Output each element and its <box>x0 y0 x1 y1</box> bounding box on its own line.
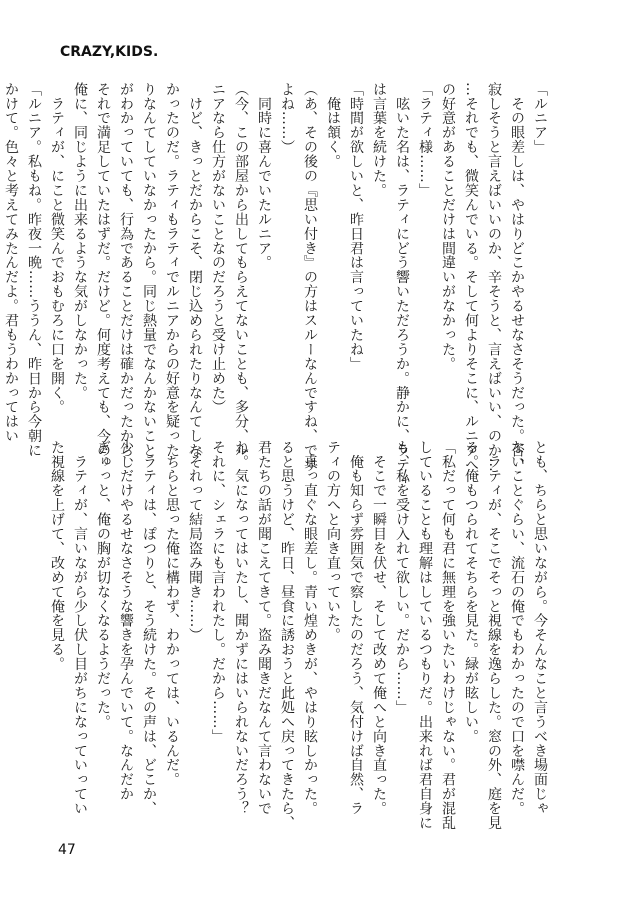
text-line: ラティが、言いながら少し伏し目がちになっていってい <box>72 440 88 816</box>
text-line: その眼差しは、やはりどこかやるせなさそうだった。否、 <box>509 82 525 473</box>
text-line: 俺に、同じように出来るような気がしなかった。 <box>72 82 88 400</box>
text-line: の好意があることだけは間違いがなかった。 <box>440 82 456 371</box>
text-line: かけて。色々と考えてみたんだよ。君もうわかってはい <box>3 82 19 444</box>
text-line: ないことぐらい、流石の俺でもわかったので口を噤んだ。 <box>509 440 525 816</box>
text-line: 寂しそうと言えばいいのか、辛そうと、言えばいい、のか… <box>486 82 502 473</box>
text-line: していることも理解はしているつもりだ。出来れば君自身に <box>417 440 433 831</box>
text-line: ラティが、にこと微笑んでおもむろに口を開く。 <box>49 82 65 415</box>
text-line: （今、この部屋から出してもらえてないことも、多分、ル <box>233 82 249 458</box>
text-line: は言葉を続けた。 <box>371 82 387 198</box>
text-line: ラティが、そこでそっと視線を逸らした。窓の外、庭を見 <box>486 440 502 831</box>
page-number: 47 <box>58 842 76 858</box>
text-line: ちらと思った俺に構わず、わかっては、いるんだ。 <box>164 440 180 787</box>
text-line: る。俺もつられてそちらを見た。緑が眩しい。 <box>463 440 479 744</box>
text-line: 「私だって何も君に無理を強いたいわけじゃない。君が混乱 <box>440 440 456 831</box>
text-line: …それでも、微笑んでいる。そして何よりそこに、ルニアへ <box>463 82 479 473</box>
lower-text-block <box>49 440 551 831</box>
text-line: がわかっていても、行為であることだけは確かだったから、 <box>118 82 134 473</box>
text-line: 俺も知らず雰囲気で察したのだろう、気付けば自然、ラ <box>348 440 364 816</box>
text-line: それで満足していたはずだ。だけど。何度考えても、今の <box>95 82 111 458</box>
text-line: 同時に喜んでいたルニア。 <box>256 82 272 270</box>
text-line: ティの方へと向き直っていた。 <box>325 440 341 643</box>
text-line: ラティは、ぽつりと、そう続けた。その声は、どこか、 <box>141 440 157 816</box>
text-line: （あ、その後の『思い付き』の方はスルーなんですね、です <box>302 82 318 473</box>
text-line: 少しだけやるせなさそうな響きを孕んでいて。なんだか <box>118 440 134 802</box>
text-line: 「ルニア」 <box>532 82 548 155</box>
text-line: 真っ直ぐな眼差し。青い煌めきが、やはり眩しかった。 <box>302 440 318 816</box>
text-line: ると思うけど、昨日、昼食に誘おうと此処へ戻ってきたら、 <box>279 440 295 831</box>
text-line: りなんてしていなかったから。同じ熱量でなんかないこと <box>141 82 157 458</box>
text-line: とも、ちらと思いながら。今そんなこと言うべき場面じゃ <box>532 440 548 816</box>
text-line: 俺は頷く。 <box>325 82 341 169</box>
text-line: 「時間が欲しいと、昨日君は言っていたね」 <box>348 82 364 371</box>
header-title: CRAZY,KIDS. <box>60 44 159 60</box>
text-line: 「ルニア。私もね。昨夜一晩……ううん、昨日から今朝に <box>26 82 42 458</box>
text-line: かったのだ。ラティもラティでルニアからの好意を疑った <box>164 82 180 458</box>
text-line: 呟いた名は、ラティにどう響いただろうか。静かに、ラティ <box>394 82 410 487</box>
text-line: た視線を上げて、改めて俺を見る。 <box>49 440 65 672</box>
text-line: 「ラティ様……」 <box>417 82 433 198</box>
text-line: ニアなら仕方がないことなのだろうと受け止めた） <box>210 82 226 415</box>
text-line: ぎゅっと、俺の胸が切なくなるようだった。 <box>95 440 111 729</box>
text-line: ね。気になってはいたし、聞かずにはいられないだろう？ <box>233 440 249 816</box>
text-line: それに、シェラにも言われたし。だから……」 <box>210 440 226 744</box>
text-line: そこで一瞬目を伏せ、そして改めて俺へと向き直った。 <box>371 440 387 816</box>
text-line: （それって結局盗み聞き……） <box>187 440 203 643</box>
text-line: よね……） <box>279 82 295 155</box>
text-line: も、私を受け入れて欲しい。だから……」 <box>394 440 410 715</box>
text-line: 君たちの話が聞こえてきて。盗み聞きだなんて言わないで <box>256 440 272 816</box>
text-line: けど、きっとだからこそ、閉じ込められたりなんてしな <box>187 82 203 458</box>
upper-text-block <box>3 82 551 487</box>
